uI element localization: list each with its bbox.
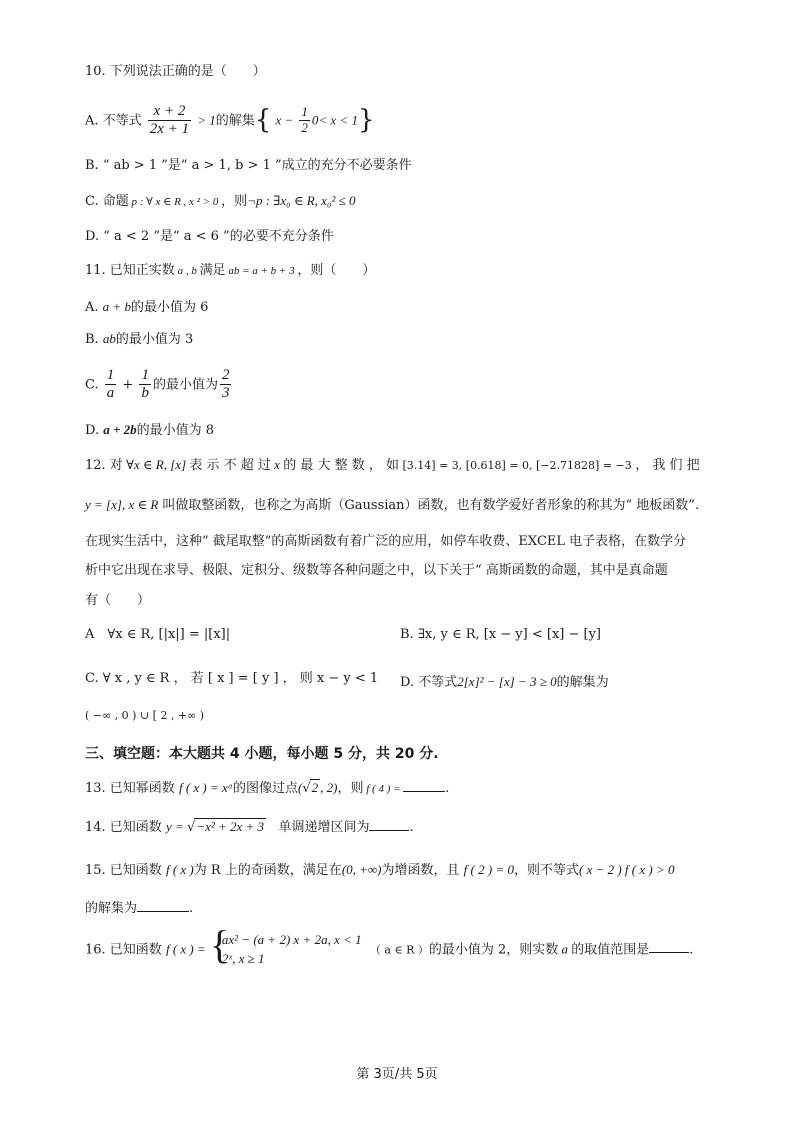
- q12-line1-end: ， 我 们 把: [635, 458, 700, 473]
- q11-option-a: [85, 299, 208, 316]
- q12-line3: 在现实生活中，这种“ 截尾取整”的高斯函数有着广泛的应用，如停车收费、EXCEL 电子表格，在数学分: [85, 534, 687, 549]
- q10-a-mid: 的解集: [215, 113, 255, 129]
- q11-stem-pre: 11. 已知正实数: [85, 263, 175, 278]
- q12-line1-post: 的 最 大 整 数 ， 如: [283, 458, 399, 473]
- q11-a-expr: a + b: [102, 299, 131, 314]
- q15-line2-text: 的解集为: [85, 901, 138, 916]
- q12-line1-pre: 12. 对: [85, 458, 123, 473]
- q14-pre: 14. 已知函数: [85, 820, 162, 835]
- q12-d-post: 的解集为: [556, 675, 609, 690]
- q12-line2-expr: y = [x], x ∈ R: [85, 497, 159, 512]
- q16-post: 的最小值为 2，则实数: [428, 942, 559, 958]
- q13-post: ，则: [337, 781, 364, 796]
- q16: [85, 922, 694, 969]
- q13-f4: f ( 4 ) =: [363, 783, 404, 795]
- q11-option-d: [85, 422, 214, 439]
- q16-cond: （ a ∈ R ）: [369, 943, 429, 957]
- q10-c-mid: ，则: [221, 194, 248, 209]
- q11-eq: ab = a + b + 3: [225, 265, 298, 277]
- q16-row2: 2ˣ, x ≥ 1: [221, 950, 265, 966]
- q15-interval: (0, +∞): [341, 862, 382, 877]
- q12-line5: 有（ ）: [85, 593, 151, 608]
- q11-d-text: 的最小值为 8: [136, 423, 215, 438]
- q12-option-a: A ∀x ∈ R, [|x|] = |[x]|: [85, 627, 231, 642]
- q12-line2: [85, 497, 699, 514]
- q12-line4: 析中它出现在求导、极限、定积分、级数等各种问题之中，以下关于“ 高斯函数的命题，其中是真命题: [85, 563, 668, 578]
- right-brace-icon: }: [357, 105, 375, 136]
- q12-option-c: C. ∀ x , y ∈ R ， 若 [ x ] = [ y ] ， 则 x − y < 1: [85, 671, 379, 686]
- q13-end: .: [445, 781, 450, 796]
- q14-expr-pre: y =: [165, 819, 187, 834]
- q13-pt-post: , 2): [320, 780, 338, 795]
- q12-line2-text: 叫做取整函数，也称之为高斯（Gaussian）函数，也有数学爱好者形象的称其为“ 地板函数”.: [158, 498, 700, 513]
- page-footer: 第 3页/共 5页: [356, 1067, 438, 1082]
- q11-c-text: 的最小值为: [152, 377, 218, 393]
- q11-c-value: $\frac{2}{3}$: [221, 367, 230, 402]
- q10-a-set-fraction: $\frac{1}{2}$: [301, 104, 308, 136]
- q11-d-label: D.: [85, 423, 100, 438]
- q12-line1-x: x: [270, 457, 284, 472]
- q15-f2: f ( 2 ) = 0: [463, 862, 514, 877]
- q11-b-text: 的最小值为 3: [115, 332, 194, 347]
- q14-expr-rad: −x² + 2x + 3: [196, 819, 265, 834]
- q12-line1-expr: ∀x ∈ R, [x]: [122, 457, 190, 472]
- q11-stem: [85, 263, 375, 279]
- q16-a: a: [558, 941, 572, 957]
- q13-answer-blank[interactable]: [403, 779, 445, 792]
- q16-pre: 16. 已知函数: [85, 942, 162, 958]
- q14-end: .: [409, 820, 414, 835]
- q10-c-pre: C. 命题: [85, 194, 129, 209]
- q16-post2: 的取值范围是: [571, 942, 650, 958]
- q10-option-b: B. “ ab > 1 ”是“ a > 1, b > 1 ”成立的充分不必要条件: [85, 158, 412, 173]
- q13: 13. 已知幂函数 f ( x ) = xᵅ的图像过点(√2 , 2)，则 f ( 4 ) = .: [85, 780, 450, 796]
- q12-d-pre: D. 不等式: [400, 675, 458, 690]
- q15-fx: f ( x ): [165, 862, 194, 877]
- q12-line1-mid: 表 示 不 超 过: [189, 458, 271, 473]
- q14-answer-blank[interactable]: [369, 818, 409, 831]
- q14: 14. 已知函数 y = √−x² + 2x + 3 单调递增区间为 .: [85, 819, 414, 835]
- q10-option-c: [85, 193, 356, 210]
- q15-pre: 15. 已知函数: [85, 863, 162, 878]
- q16-fx: f ( x ) =: [165, 941, 206, 957]
- q16-end: .: [689, 942, 694, 958]
- q11-c-plus: +: [122, 377, 134, 393]
- q11-d-expr: a + 2b: [103, 422, 137, 437]
- q12-option-b: B. ∃x, y ∈ R, [x − y] < [x] − [y]: [400, 627, 602, 642]
- q13-pre: 13. 已知幂函数: [85, 781, 175, 796]
- q11-ab: a , b: [174, 265, 200, 277]
- q10-a-set-pre: x −: [275, 112, 294, 128]
- q10-a-gt1: > 1: [197, 112, 216, 128]
- q10-a-fraction: $\frac{x + 2}{2x + 1}$: [149, 103, 190, 138]
- q11-a-text: 的最小值为 6: [130, 300, 209, 315]
- q12-option-d-set: ( −∞ , 0 ) ∪ [ 2 , +∞ ): [85, 709, 205, 722]
- q10-option-a: [85, 103, 375, 139]
- q16-row1: ax² − (a + 2) x + 2a, x < 1: [221, 932, 362, 947]
- q12-line1-ex: [3.14] = 3, [0.618] = 0, [−2.71828] = −3: [399, 459, 636, 472]
- q12-line1: [85, 457, 700, 474]
- q13-pt-sqrt: 2: [311, 780, 319, 795]
- q15-line1: [85, 862, 675, 879]
- q16-piecewise: [209, 922, 362, 969]
- q13-expr: f ( x ) = xᵅ: [178, 780, 233, 795]
- q11-a-label: A.: [85, 300, 99, 315]
- q15-line2: [85, 899, 193, 917]
- q10-option-d: D. “ a < 2 ”是“ a < 6 ”的必要不充分条件: [85, 229, 334, 244]
- q15-mid2: 为增函数，且: [381, 863, 460, 878]
- q10-a-set-post: 0< x < 1: [311, 112, 358, 128]
- q16-answer-blank[interactable]: [649, 940, 689, 953]
- q12-d-expr: 2[x]² − [x] − 3 ≥ 0: [457, 674, 557, 689]
- q11-b-label: B.: [85, 332, 99, 347]
- q11-c-frac1: $\frac{1}{a}$: [106, 367, 115, 402]
- q13-pt-pre: (: [297, 780, 303, 795]
- q15-mid1: 为 R 上的奇函数，满足在: [193, 863, 342, 878]
- q10-c-p1: p : ∀ x ∈ R , x ² > 0: [128, 196, 222, 208]
- q11-option-c: [85, 367, 233, 403]
- left-brace-icon: {: [254, 105, 272, 136]
- q10-stem: 10. 下列说法正确的是（ ）: [85, 64, 266, 79]
- q14-post: 单调递增区间为: [278, 820, 370, 835]
- section-title: 三、填空题：本大题共 4 小题，每小题 5 分，共 20 分.: [85, 746, 439, 762]
- q10-c-p2: ¬p : ∃x₀ ∈ R, x₀² ≤ 0: [247, 193, 356, 208]
- q10-a-label: A. 不等式: [85, 113, 142, 129]
- q12-option-d: [400, 671, 609, 690]
- q11-b-expr: ab: [102, 331, 116, 346]
- q15-mid3: ，则不等式: [513, 863, 579, 878]
- q13-mid: 的图像过点: [232, 781, 298, 796]
- q15-answer-blank[interactable]: [137, 899, 189, 912]
- q11-c-frac2: $\frac{1}{b}$: [141, 367, 149, 402]
- q11-stem-mid: 满足: [199, 263, 226, 278]
- q15-end: .: [189, 901, 194, 916]
- q11-stem-post: ，则（ ）: [297, 263, 376, 278]
- q11-option-b: [85, 331, 193, 348]
- q11-c-label: C.: [85, 377, 99, 393]
- piecewise-brace-icon: {: [209, 922, 230, 967]
- q15-ineq: ( x − 2 ) f ( x ) > 0: [578, 862, 675, 877]
